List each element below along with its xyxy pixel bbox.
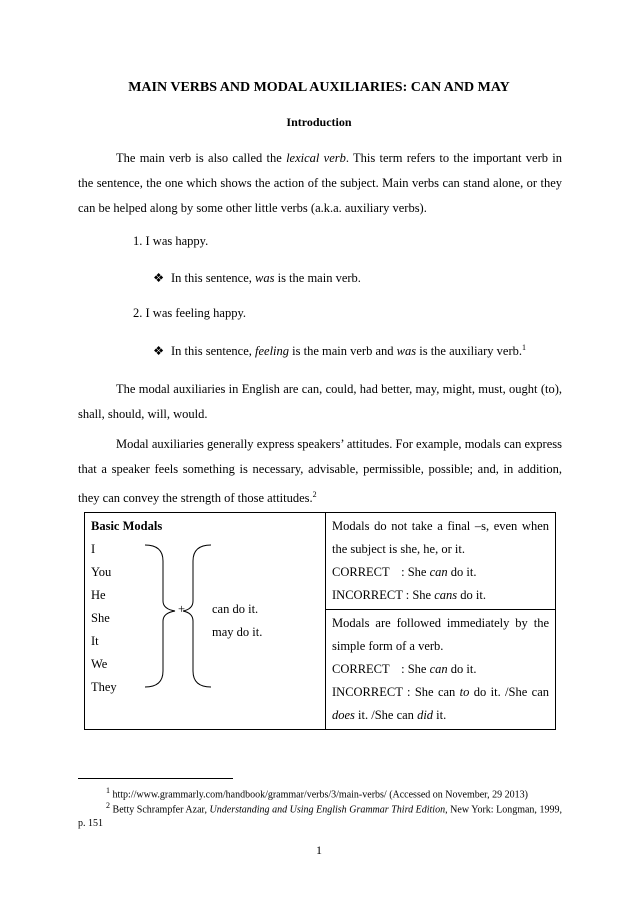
lexical-verb-term: lexical verb [286,151,346,165]
page-number: 1 [316,843,322,857]
pronoun: She [91,611,110,625]
example-2-note: ❖ In this sentence, feeling is the main verb and was is the auxiliary verb.$^1$ [153,343,526,359]
rule-2-correct: CORRECT : She can do it. [332,662,477,676]
pronoun: We [91,657,108,671]
diamond-bullet-icon: ❖ [153,344,165,359]
example-1-note: ❖ In this sentence, was is the main verb. [153,271,361,285]
plus-sign: + [178,602,186,616]
pronoun: They [91,680,117,694]
rule-2-cell [326,610,556,730]
rule-1-incorrect: INCORRECT : She cans do it. [332,588,486,602]
pronoun: You [91,565,112,579]
example-1: 1. I was happy. [133,234,209,248]
rule-1-cell [326,513,556,610]
diamond-bullet-icon: ❖ [153,271,165,285]
section-heading: Introduction [286,115,352,129]
modals-attitude-paragraph: Modal auxiliaries generally express speakers’ attitudes. For example, modals can express that a speaker feels something is necessary, advisable, permissible, possible; and, in addition, they can convey the strength of those attitudes.$^2$ [78,437,562,506]
document-title: MAIN VERBS AND MODAL AUXILIARIES: CAN AND MAY [128,80,510,95]
intro-text: The main verb is also called the [116,151,287,165]
intro-paragraph [78,146,562,221]
basic-modals-table [84,512,556,730]
table-header: Basic Modals [91,519,163,533]
footnote-ref-2: 2 [312,490,317,499]
rule-1-text: Modals do not take a final –s, even when the subject is she, he, or it. [332,519,549,556]
pronoun: It [91,634,99,648]
pronoun: I [91,542,96,556]
intro-text-continued: . This term refers to the important verb in the sentence, the one which shows the action of the subject. Main verbs can stand alone, or they can be helped along by some other little verbs (a.k.a. auxiliary verbs). [78,151,562,215]
footnote-1: $^1$ http://www.grammarly.com/handbook/grammar/verbs/3/main-verbs/ (Accessed on November, 29 2013) [106,786,528,801]
may-do-it: may do it. [212,625,263,639]
footnote-2: $^2$ Betty Schrampfer Azar, Understanding and Using English Grammar Third Edition, New York: Longman, 1999, p. 151 [78,801,562,830]
rule-2-incorrect: INCORRECT : She can to do it. /She can does it. /She can did it. [332,685,549,722]
pronoun: He [91,588,106,602]
example-2: 2. I was feeling happy. [133,306,247,320]
rule-1-correct: CORRECT : She can do it. [332,565,477,579]
footnote-ref-1: 1 [521,343,526,352]
can-do-it: can do it. [212,602,259,616]
rule-2-text: Modals are followed immediately by the simple form of a verb. [332,616,549,653]
modals-list-paragraph: The modal auxiliaries in English are can, could, had better, may, might, must, ought (to), shall, should, will, would. [78,382,562,421]
basic-modals-cell [85,513,326,730]
footnote-divider [78,778,233,779]
pronoun-list [91,538,117,699]
